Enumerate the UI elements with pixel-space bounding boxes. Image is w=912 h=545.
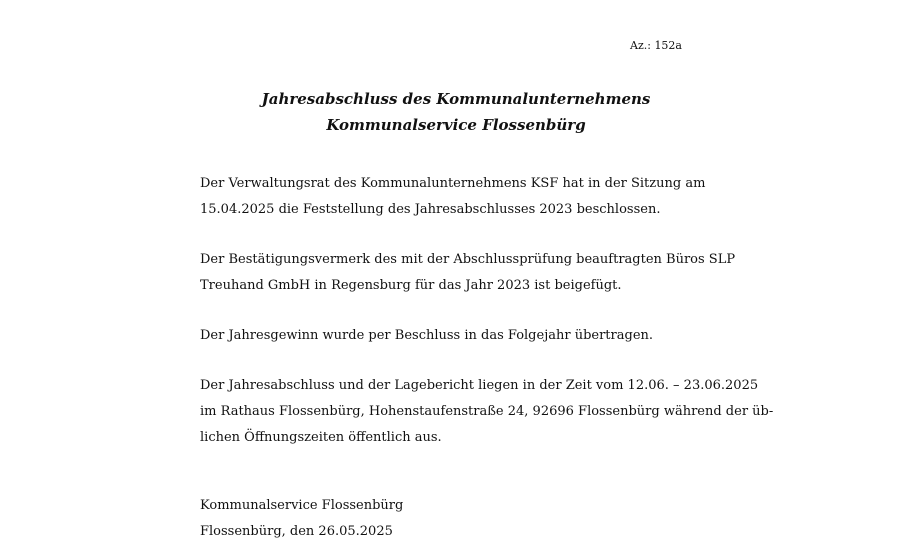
paragraph-audit-opinion — [200, 247, 736, 299]
paragraph-line: Der Bestätigungsvermerk des mit der Abschlussprüfung beauftragten Büros SLP — [200, 252, 736, 267]
paragraph-line: Treuhand GmbH in Regensburg für das Jahr 2023 ist beigefügt. — [200, 278, 622, 293]
paragraph-line: Der Jahresgewinn wurde per Beschluss in das Folgejahr übertragen. — [200, 328, 654, 343]
signature-place-date: Flossenbürg, den 26.05.2025 — [200, 524, 393, 539]
paragraph-line: lichen Öffnungszeiten öffentlich aus. — [200, 430, 442, 445]
signature-organization: Kommunalservice Flossenbürg — [200, 498, 404, 513]
paragraph-line: Der Jahresabschluss und der Lagebericht liegen in der Zeit vom 12.06. – 23.06.2025 — [200, 378, 759, 393]
paragraph-line: Der Verwaltungsrat des Kommunalunternehmens KSF hat in der Sitzung am — [200, 176, 706, 191]
signature-block — [200, 493, 720, 545]
reference-number: Az.: 152a — [630, 39, 682, 52]
title-line-2: Kommunalservice Flossenbürg — [326, 116, 586, 134]
title-line-1: Jahresabschluss des Kommunalunternehmens — [261, 90, 651, 108]
document-title — [0, 86, 912, 138]
paragraph-adoption — [200, 171, 720, 223]
paragraph-line: im Rathaus Flossenbürg, Hohenstaufenstraße 24, 92696 Flossenbürg während der üb- — [200, 404, 774, 419]
paragraph-public-display — [200, 373, 774, 451]
paragraph-profit — [200, 323, 720, 349]
paragraph-line: 15.04.2025 die Feststellung des Jahresabschlusses 2023 beschlossen. — [200, 202, 661, 217]
